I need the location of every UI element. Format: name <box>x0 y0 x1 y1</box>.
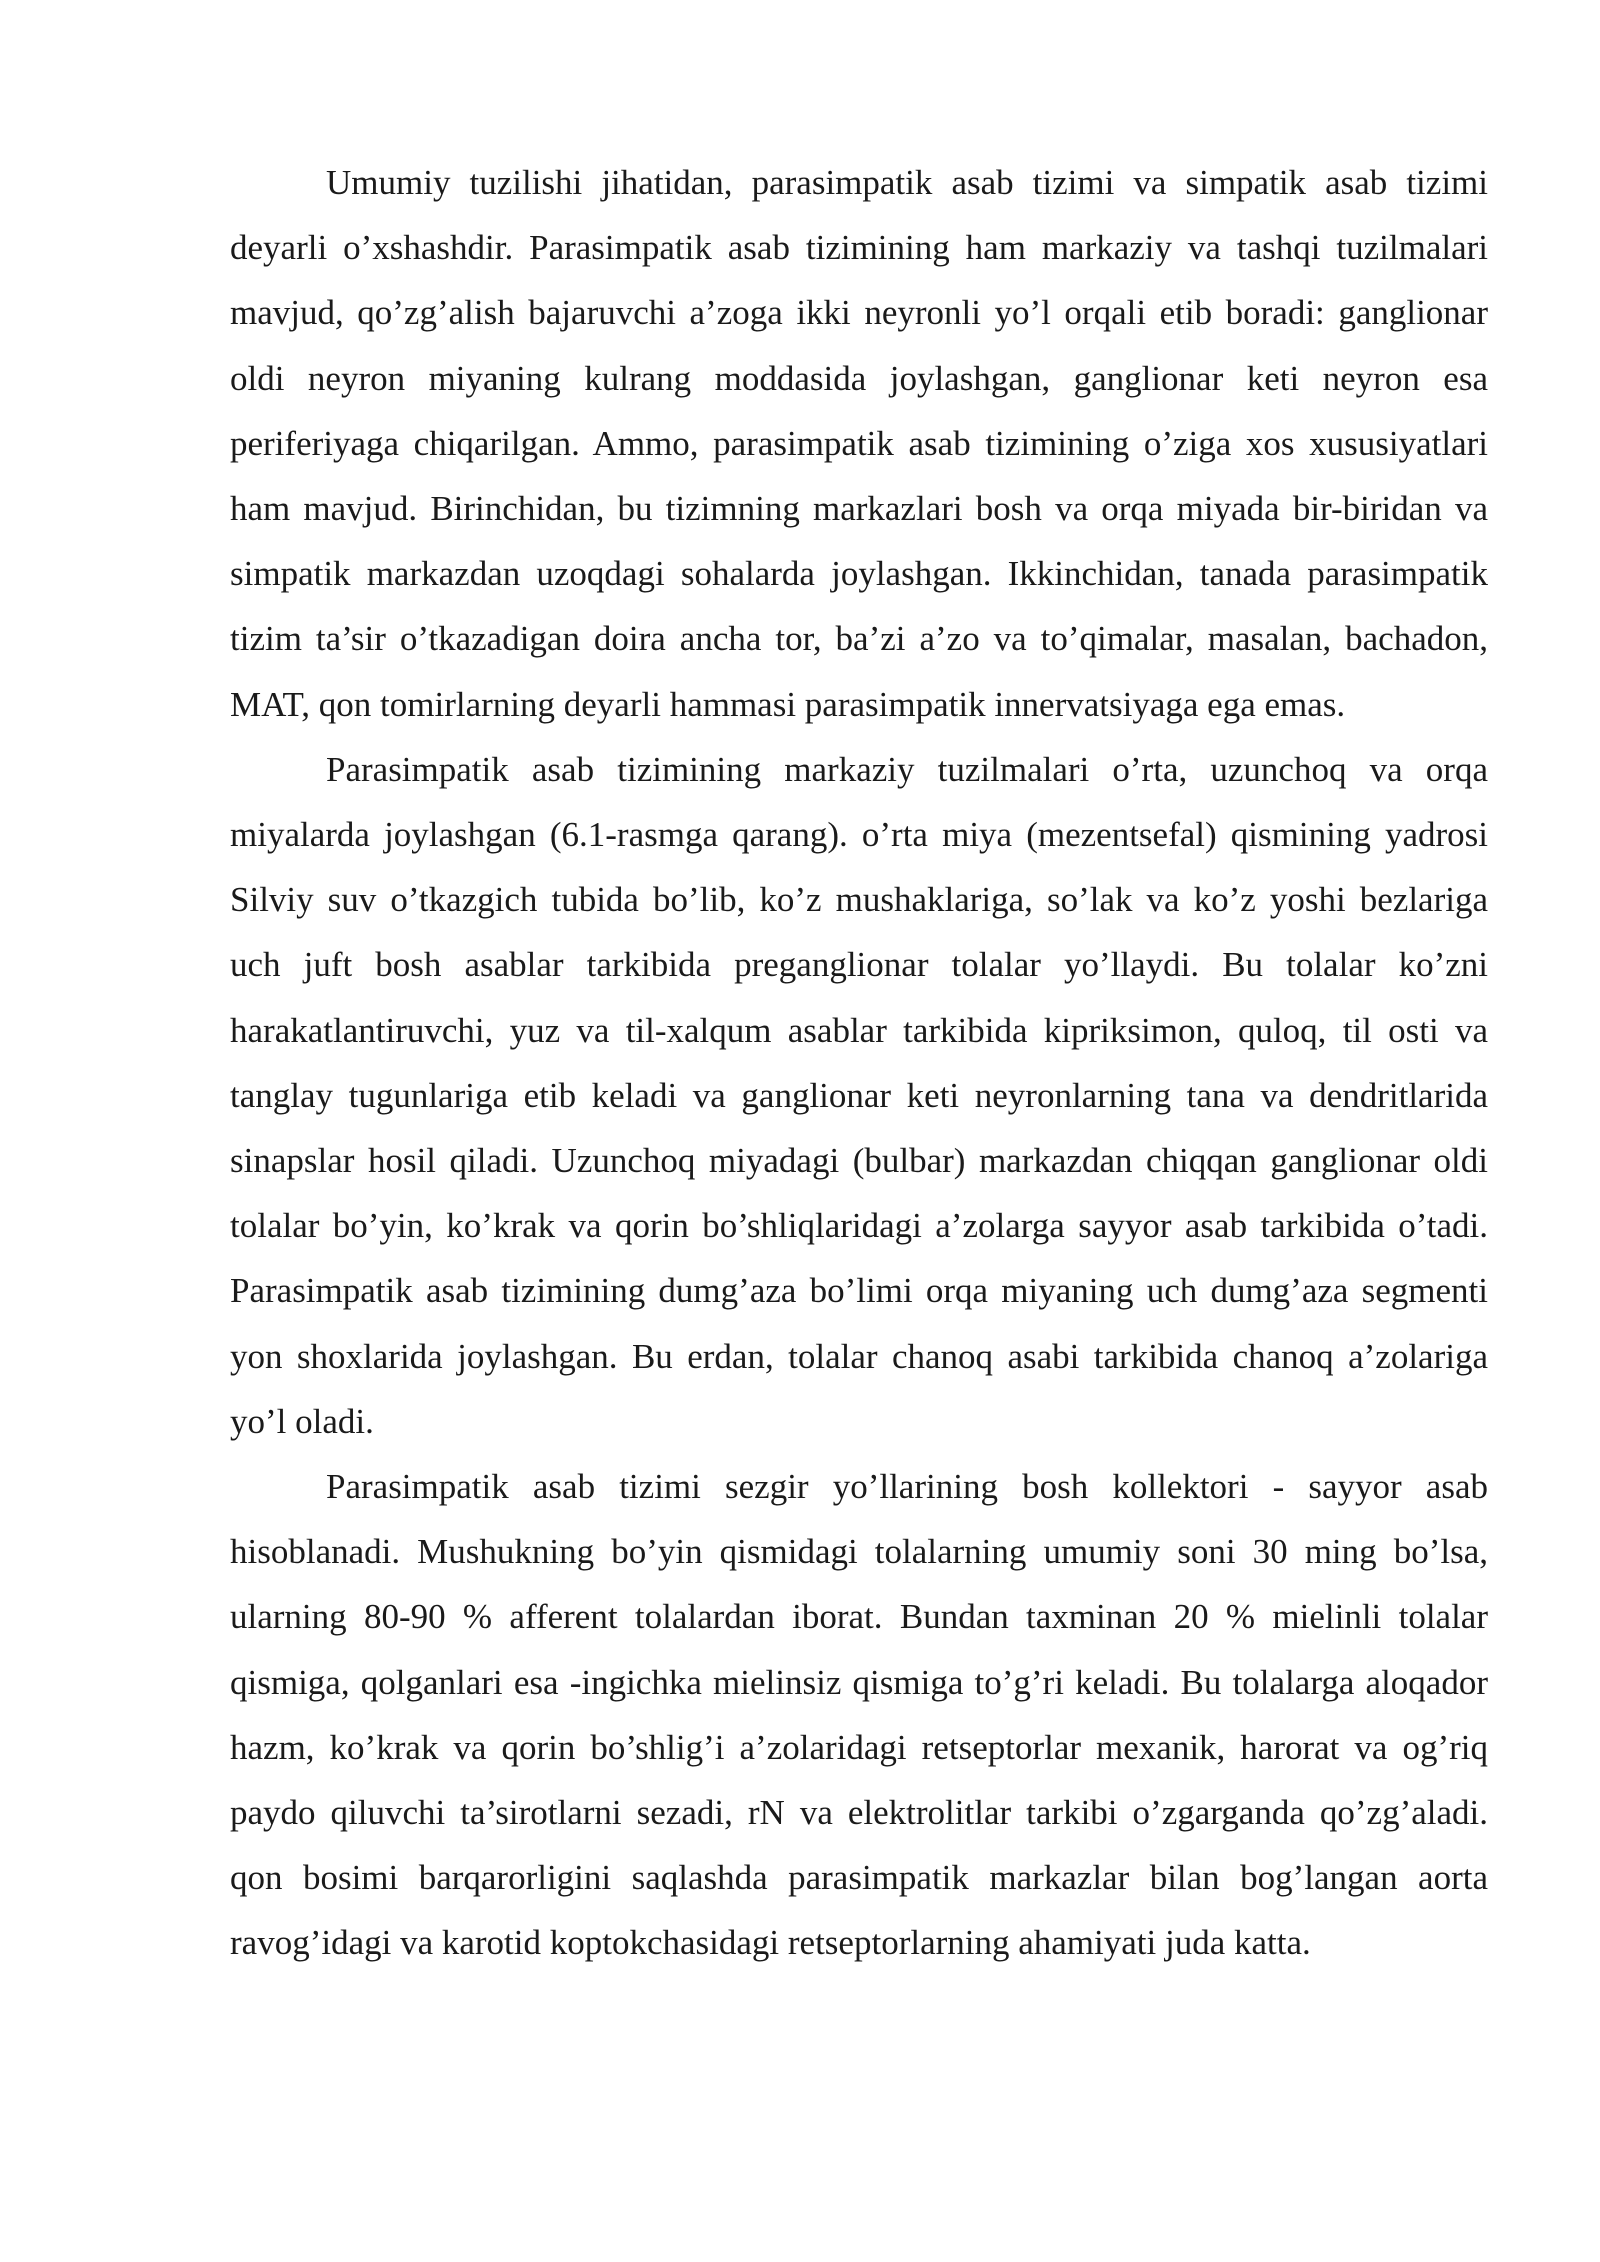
paragraph-general-structure: Umumiy tuzilishi jihatidan, parasimpatik asab tizimi va simpatik asab tizimi deyarli o’xshashdir. Parasimpatik asab tizimining ham markaziy va tashqi tuzilmalari mavjud, qo’zg’alish bajaruvchi a’zoga ikki neyronli yo’l orqali etib boradi: ganglionar oldi neyron miyaning kulrang moddasida joylashgan, ganglionar keti neyron esa periferiyaga chiqarilgan. Ammo, parasimpatik asab tizimining o’ziga xos xususiyatlari ham mavjud. Birinchidan, bu tizimning markazlari bosh va orqa miyada bir-biridan va simpatik markazdan uzoqdagi sohalarda joylashgan. Ikkinchidan, tanada parasimpatik tizim ta’sir o’tkazadigan doira ancha tor, ba’zi a’zo va to’qimalar, masalan, bachadon, MAT, qon tomirlarning deyarli hammasi parasimpatik innervatsiyaga ega emas. <box>230 163 1488 724</box>
document-body <box>230 150 1488 1976</box>
paragraph-central-structures: Parasimpatik asab tizimining markaziy tuzilmalari o’rta, uzunchoq va orqa miyalarda joylashgan (6.1-rasmga qarang). o’rta miya (mezentsefal) qismining yadrosi Silviy suv o’tkazgich tubida bo’lib, ko’z mushaklariga, so’lak va ko’z yoshi bezlariga uch juft bosh asablar tarkibida preganglionar tolalar yo’llaydi. Bu tolalar ko’zni harakatlantiruvchi, yuz va til-xalqum asablar tarkibida kipriksimon, quloq, til osti va tanglay tugunlariga etib keladi va ganglionar keti neyronlarning tana va dendritlarida sinapslar hosil qiladi. Uzunchoq miyadagi (bulbar) markazdan chiqqan ganglionar oldi tolalar bo’yin, ko’krak va qorin bo’shliqlaridagi a’zolarga sayyor asab tarkibida o’tadi. Parasimpatik asab tizimining dumg’aza bo’limi orqa miyaning uch dumg’aza segmenti yon shoxlarida joylashgan. Bu erdan, tolalar chanoq asabi tarkibida chanoq a’zolariga yo’l oladi. <box>230 749 1488 1441</box>
paragraph-sensory-pathways: Parasimpatik asab tizimi sezgir yo’llarining bosh kollektori - sayyor asab hisoblanadi. Mushukning bo’yin qismidagi tolalarning umumiy soni 30 ming bo’lsa, ularning 80-90 % afferent tolalardan iborat. Bundan taxminan 20 % mielinli tolalar qismiga, qolganlari esa -ingichka mielinsiz qismiga to’g’ri keladi. Bu tolalarga aloqador hazm, ko’krak va qorin bo’shlig’i a’zolaridagi retseptorlar mexanik, harorat va og’riq paydo qiluvchi ta’sirotlarni sezadi, rN va elektrolitlar tarkibi o’zgarganda qo’zg’aladi. qon bosimi barqarorligini saqlashda parasimpatik markazlar bilan bog’langan aorta ravog’idagi va karotid koptokchasidagi retseptorlarning ahamiyati juda katta. <box>230 1467 1488 1963</box>
